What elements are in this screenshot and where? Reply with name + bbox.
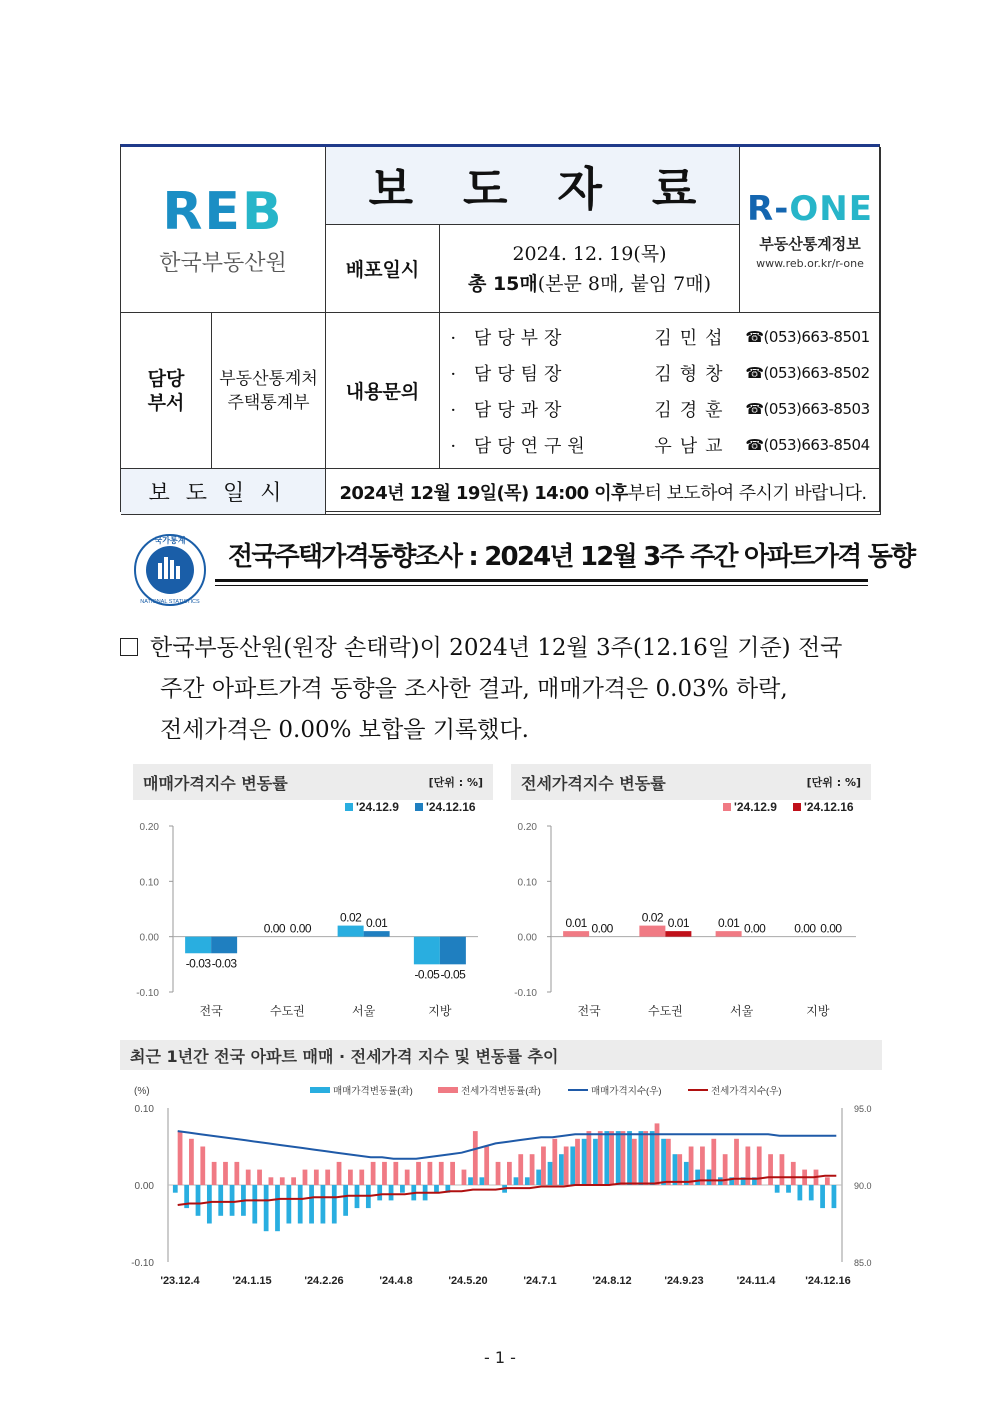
bar <box>468 1177 473 1185</box>
legend-swatch <box>345 803 353 811</box>
bar <box>570 1147 575 1186</box>
bar <box>786 1185 791 1193</box>
bar <box>434 1185 439 1193</box>
bar <box>309 1185 314 1224</box>
bar <box>711 1139 716 1185</box>
x-tick-label: '24.5.20 <box>448 1275 488 1287</box>
bar <box>428 1162 433 1185</box>
y-tick-label: 0.00 <box>517 932 537 944</box>
data-label: 0.00 <box>794 921 816 936</box>
x-tick-label: '24.9.23 <box>664 1275 704 1287</box>
bar <box>178 1131 183 1185</box>
bar <box>484 1147 489 1186</box>
legend-swatch <box>438 1087 458 1093</box>
bar <box>575 1139 580 1185</box>
bar <box>655 1123 660 1185</box>
data-label: 0.01 <box>717 916 740 931</box>
bar <box>269 1177 274 1185</box>
bar <box>207 1185 212 1224</box>
phone-number: ☎(053)663-8504 <box>745 435 870 454</box>
data-label: 0.00 <box>263 921 286 936</box>
bar <box>246 1170 251 1185</box>
bar <box>496 1162 501 1185</box>
distribution-label: 배포일시 <box>326 225 440 313</box>
bar <box>797 1185 802 1200</box>
data-label: 0.00 <box>591 921 613 936</box>
bar <box>541 1147 546 1186</box>
bar <box>480 1177 485 1185</box>
data-label: 0.01 <box>565 916 587 931</box>
reb-org-name: 한국부동산원 <box>159 251 287 276</box>
legend-label: 전세가격지수(우) <box>711 1086 782 1097</box>
sale-change-plot <box>133 764 493 1026</box>
bar <box>298 1185 303 1224</box>
bar <box>400 1185 405 1193</box>
bar <box>280 1177 285 1185</box>
inquiry-label: 내용문의 <box>326 313 440 469</box>
y-tick-label: 0.10 <box>517 877 537 889</box>
chart-title: 최근 1년간 전국 아파트 매매 · 전세가격 지수 및 변동률 추이 <box>130 1046 559 1066</box>
phone-number: ☎(053)663-8503 <box>745 399 870 418</box>
data-label: 0.02 <box>339 910 362 925</box>
checkbox-bullet-icon <box>120 638 138 656</box>
bar <box>393 1162 398 1185</box>
data-label: -0.03 <box>211 956 237 971</box>
contact-row: · 담당연구원 우남교 ☎(053)663-8504 <box>450 435 870 457</box>
trend-chart <box>120 1040 882 1300</box>
left-tick-label: -0.10 <box>131 1258 154 1269</box>
bar <box>695 1170 700 1185</box>
bar <box>548 1162 553 1185</box>
left-tick-label: 0.10 <box>134 1104 154 1115</box>
summary-line: 주간 아파트가격 동향을 조사한 결과, 매매가격은 0.03% 하락, <box>160 676 788 702</box>
chart-unit: [단위 : %] <box>806 776 861 789</box>
bar <box>707 1170 712 1185</box>
bar <box>552 1139 557 1185</box>
x-tick-label: '24.1.15 <box>232 1275 272 1287</box>
bar <box>314 1170 319 1185</box>
survey-logo-ring-text: NATIONAL STATISTICS <box>140 599 200 605</box>
legend-swatch <box>415 803 423 811</box>
data-label: 0.01 <box>365 916 388 931</box>
x-tick-label: '24.7.1 <box>523 1275 557 1287</box>
bar <box>665 931 691 937</box>
x-tick-label: 서울 <box>730 1004 754 1018</box>
bar <box>650 1131 655 1185</box>
press-title: 보도자료 <box>368 161 747 216</box>
legend-swatch <box>310 1087 330 1093</box>
bar <box>593 1139 598 1185</box>
right-tick-label: 90.0 <box>854 1181 872 1191</box>
bar <box>525 1177 530 1185</box>
bar <box>700 1147 705 1186</box>
legend-label: '24.12.9 <box>356 800 399 814</box>
bar <box>332 1185 337 1224</box>
x-tick-label: 수도권 <box>269 1004 305 1018</box>
phone-number: ☎(053)663-8502 <box>745 363 870 382</box>
legend-swatch <box>723 803 731 811</box>
bar <box>189 1139 194 1185</box>
legend-label: '24.12.16 <box>426 800 476 814</box>
x-tick-label: '24.8.12 <box>592 1275 632 1287</box>
bar <box>616 1131 621 1185</box>
x-tick-label: 전국 <box>199 1004 223 1018</box>
y-tick-label: 0.20 <box>517 822 537 833</box>
y-tick-label: -0.10 <box>136 988 159 999</box>
y-tick-label: 0.00 <box>139 932 159 944</box>
x-tick-label: 전국 <box>577 1004 601 1018</box>
rone-subtitle: 부동산통계정보 <box>759 235 861 253</box>
bar <box>559 1154 564 1185</box>
bar <box>661 1139 666 1185</box>
bar <box>264 1185 269 1231</box>
rone-url: www.reb.or.kr/r-one <box>756 257 864 270</box>
trend-plot <box>120 1040 882 1300</box>
bar <box>223 1162 228 1185</box>
bar <box>775 1185 780 1193</box>
bar <box>791 1162 796 1185</box>
bar <box>275 1185 280 1231</box>
bar <box>598 1131 603 1185</box>
data-label: 0.01 <box>667 916 690 931</box>
bar <box>416 1162 421 1185</box>
left-tick-label: 0.00 <box>134 1181 154 1192</box>
bar <box>303 1170 308 1185</box>
bar <box>604 1131 609 1185</box>
bar <box>257 1170 262 1185</box>
bar <box>389 1185 394 1200</box>
bar <box>621 1131 626 1185</box>
bar <box>677 1154 682 1185</box>
x-tick-label: '24.11.4 <box>736 1275 776 1287</box>
bar <box>364 931 390 937</box>
bar <box>439 1162 444 1185</box>
bar <box>211 937 237 954</box>
bar <box>518 1154 523 1185</box>
bar <box>321 1185 326 1224</box>
main-title: 전국주택가격동향조사 : 2024년 12월 3주 주간 아파트가격 동향 <box>228 542 915 572</box>
left-axis-unit: (%) <box>134 1086 150 1097</box>
bar <box>343 1185 348 1216</box>
national-statistics-logo <box>130 533 210 607</box>
chart-title: 매매가격지수 변동률 <box>143 773 288 793</box>
distribution-pages: 총 15매(본문 8매, 붙임 7매) <box>467 272 712 295</box>
bar <box>359 1170 364 1185</box>
data-label: -0.03 <box>185 956 211 971</box>
bar <box>564 1147 569 1186</box>
contact-row: · 담당팀장 김형창 ☎(053)663-8502 <box>450 363 870 385</box>
bar <box>377 1185 382 1200</box>
data-label: 0.00 <box>289 921 312 936</box>
bar <box>643 1131 648 1185</box>
bar <box>325 1170 330 1185</box>
data-label: 0.00 <box>820 921 842 936</box>
y-tick-label: -0.10 <box>514 988 537 999</box>
bar <box>716 931 742 937</box>
bar <box>291 1177 296 1185</box>
legend-label: 매매가격변동률(좌) <box>333 1086 413 1097</box>
bar <box>473 1131 478 1185</box>
bar <box>382 1162 387 1185</box>
bar <box>536 1170 541 1185</box>
bar <box>582 1139 587 1185</box>
bar <box>563 931 589 937</box>
bar <box>627 1131 632 1185</box>
bar <box>200 1147 205 1186</box>
jeonse-change-chart <box>511 764 871 1026</box>
bar <box>462 1170 467 1185</box>
x-tick-label: '24.4.8 <box>379 1275 413 1287</box>
bar <box>639 1131 644 1185</box>
distribution-info <box>440 225 740 313</box>
legend-label: '24.12.16 <box>804 800 854 814</box>
right-tick-label: 95.0 <box>854 1104 872 1114</box>
bar <box>414 937 440 965</box>
contact-row: · 담당과장 김경훈 ☎(053)663-8503 <box>450 399 870 421</box>
rone-logo <box>740 147 881 313</box>
bar <box>337 1162 342 1185</box>
bar <box>820 1185 825 1208</box>
y-tick-label: 0.10 <box>139 877 159 889</box>
legend-label: 매매가격지수(우) <box>591 1086 662 1097</box>
bar <box>609 1131 614 1185</box>
bar <box>780 1154 785 1185</box>
data-label: 0.02 <box>641 910 664 925</box>
dept-value: 부동산통계처 주택통계부 <box>212 313 326 469</box>
legend-label: 전세가격변동률(좌) <box>461 1086 541 1097</box>
legend-swatch <box>793 803 801 811</box>
bar <box>230 1185 235 1216</box>
survey-logo-top-text: 국가통계 <box>154 536 186 545</box>
press-title-cell <box>326 147 747 225</box>
reb-logo-mark: REB <box>162 182 284 242</box>
data-label: -0.05 <box>414 967 440 982</box>
release-label: 보도일시 <box>121 469 326 515</box>
bar <box>286 1185 291 1224</box>
bar <box>530 1154 535 1185</box>
bar <box>252 1185 257 1224</box>
data-label: 0.00 <box>743 921 766 936</box>
x-tick-label: 지방 <box>428 1004 452 1018</box>
rone-logo-mark: R-ONE <box>747 189 873 229</box>
bar <box>689 1147 694 1186</box>
x-tick-label: 서울 <box>352 1004 376 1018</box>
chart-unit: [단위 : %] <box>428 776 483 789</box>
contact-row: · 담당부장 김민섭 ☎(053)663-8501 <box>450 327 870 349</box>
title-underline <box>215 585 868 586</box>
bar <box>832 1185 837 1208</box>
summary-paragraph <box>120 628 882 751</box>
data-label: -0.05 <box>440 967 466 982</box>
bar <box>440 937 466 965</box>
x-tick-label: '24.2.26 <box>304 1275 344 1287</box>
bar <box>338 926 364 937</box>
bar <box>639 926 665 937</box>
x-tick-label: 지방 <box>806 1004 830 1018</box>
legend-label: '24.12.9 <box>734 800 777 814</box>
press-header-table <box>120 144 880 512</box>
title-underline <box>215 579 868 582</box>
contact-list <box>440 313 881 469</box>
x-tick-label: 수도권 <box>647 1004 683 1018</box>
bar <box>768 1154 773 1185</box>
bar <box>185 937 211 954</box>
summary-line: 전세가격은 0.00% 보합을 기록했다. <box>160 717 529 743</box>
summary-line: 한국부동산원(원장 손태락)이 2024년 12월 3주(12.16일 기준) 전국 <box>120 628 882 669</box>
dept-label: 담당 부서 <box>121 313 212 469</box>
chart-title: 전세가격지수 변동률 <box>521 773 666 793</box>
bar <box>450 1162 455 1185</box>
x-tick-label: '23.12.4 <box>160 1275 200 1287</box>
page-number: - 1 - <box>484 1348 516 1367</box>
bar <box>809 1185 814 1200</box>
phone-number: ☎(053)663-8501 <box>745 327 870 346</box>
bar <box>234 1162 239 1185</box>
bar <box>632 1139 637 1185</box>
right-tick-label: 85.0 <box>854 1258 872 1268</box>
reb-logo <box>121 147 326 313</box>
bar <box>348 1170 353 1185</box>
bar <box>405 1170 410 1185</box>
bar <box>666 1139 671 1185</box>
bar <box>507 1162 512 1185</box>
x-tick-label: '24.12.16 <box>805 1275 851 1287</box>
bar <box>825 1177 830 1185</box>
bar <box>371 1162 376 1185</box>
distribution-date: 2024. 12. 19(목) <box>512 242 667 265</box>
bar <box>173 1185 178 1193</box>
release-info: 2024년 12월 19일(목) 14:00 이후 부터 보도하여 주시기 바랍니다. <box>326 469 881 515</box>
sale-change-chart <box>133 764 493 1026</box>
bar <box>514 1177 519 1185</box>
y-tick-label: 0.20 <box>139 822 159 833</box>
bar <box>586 1131 591 1185</box>
bar <box>196 1185 201 1216</box>
bar <box>673 1154 678 1185</box>
bar <box>218 1185 223 1216</box>
bar <box>212 1162 217 1185</box>
jeonse-change-plot <box>511 764 871 1026</box>
